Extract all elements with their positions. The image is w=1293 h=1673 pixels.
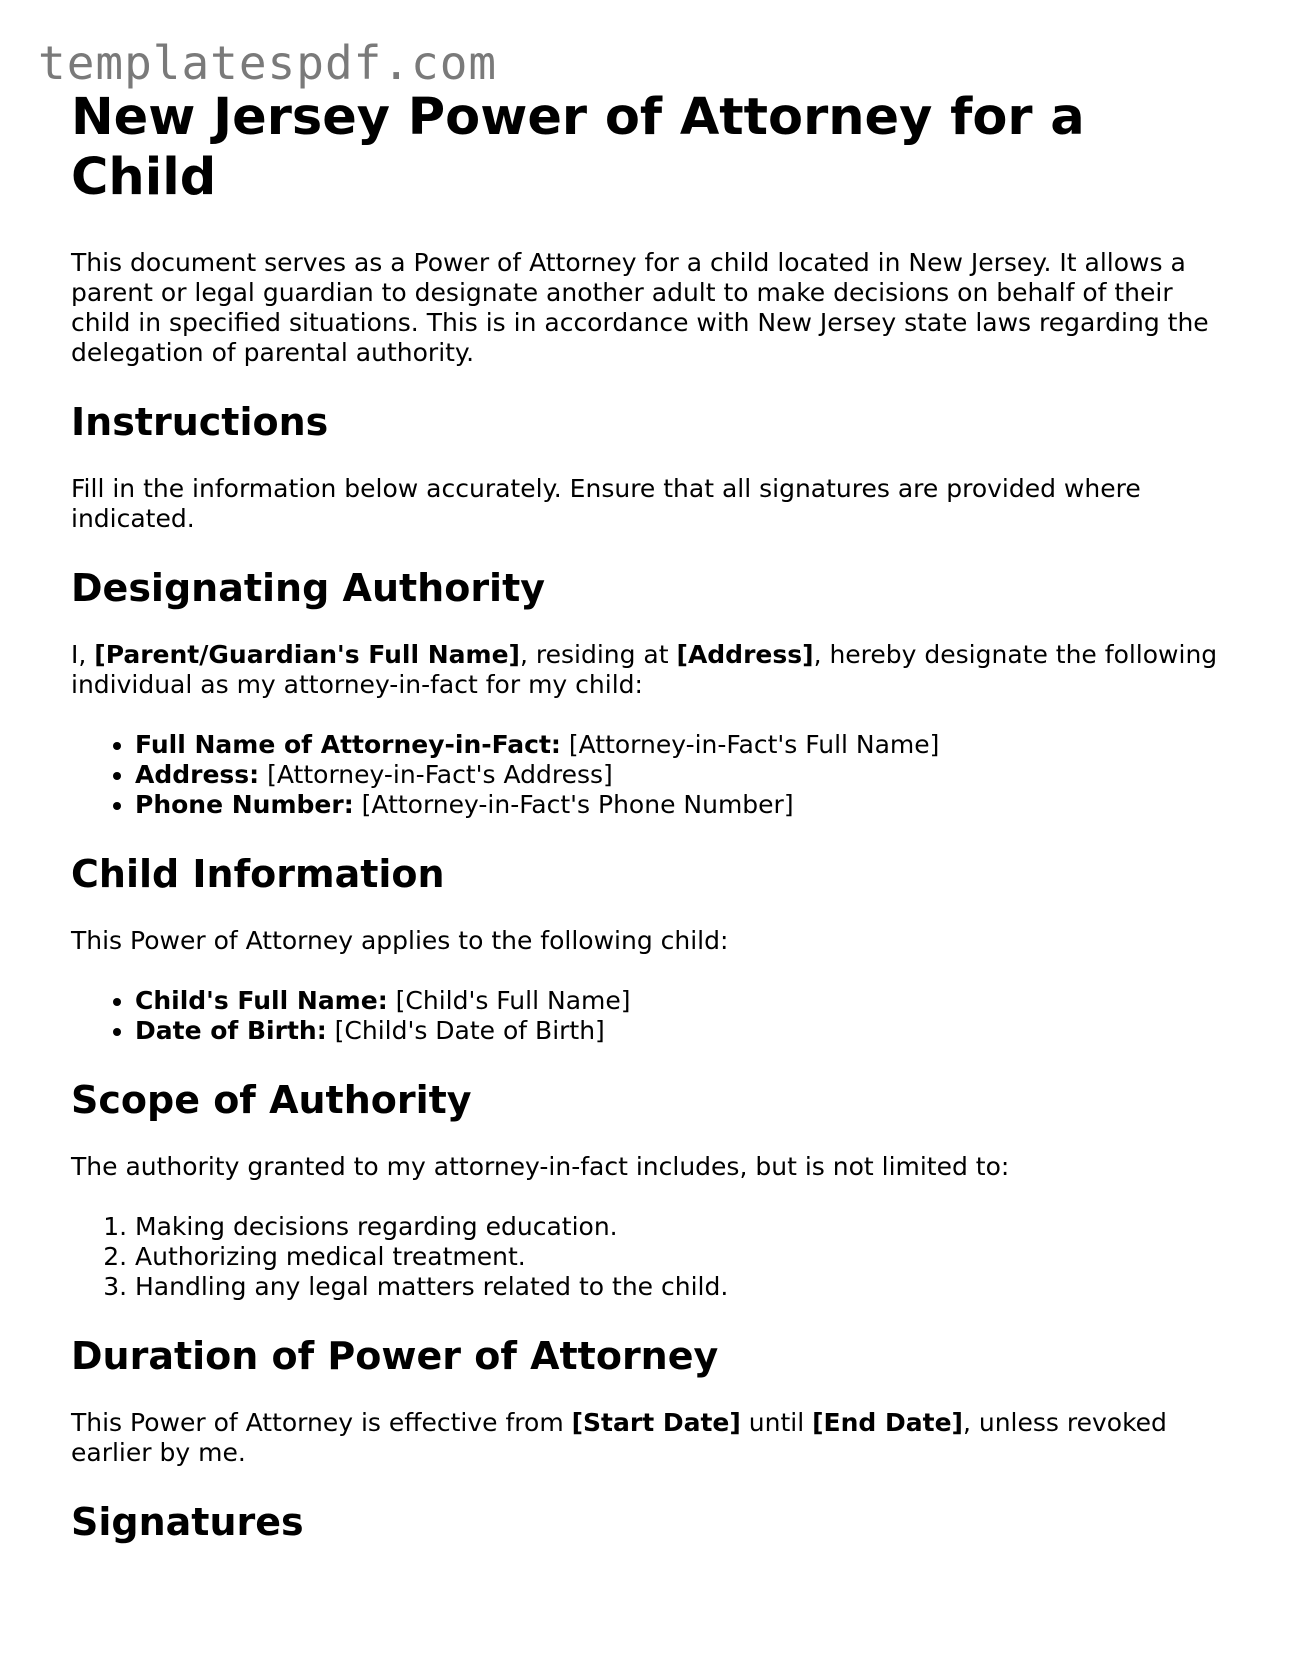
instructions-heading: Instructions <box>71 400 329 444</box>
attorney-name-value: [Attorney-in-Fact's Full Name] <box>560 730 940 759</box>
attorney-address-value: [Attorney-in-Fact's Address] <box>259 760 613 789</box>
designating-prefix: I, <box>71 640 95 669</box>
attorney-name-label: Full Name of Attorney-in-Fact: <box>135 730 561 759</box>
list-item <box>135 1016 1231 1046</box>
page-title: New Jersey Power of Attorney for a Child <box>71 88 1085 207</box>
attorney-address-label: Address: <box>135 760 260 789</box>
list-item: 1. Making decisions regarding education. <box>135 1212 1231 1242</box>
duration-heading: Duration of Power of Attorney <box>71 1334 719 1378</box>
scope-text: The authority granted to my attorney-in-fact includes, but is not limited to: <box>71 1152 1010 1181</box>
attorney-phone-label: Phone Number: <box>135 790 354 819</box>
watermark-text: templatespdf.com <box>38 36 498 90</box>
list-item: 2. Authorizing medical treatment. <box>135 1242 1231 1272</box>
attorney-info-list <box>71 730 1231 820</box>
designating-suffix: , hereby designate the following individual as my attorney-in-fact for my child: <box>71 640 1218 699</box>
list-item <box>135 760 1231 790</box>
child-dob-value: [Child's Date of Birth] <box>326 1016 605 1045</box>
list-item <box>135 730 1231 760</box>
designating-mid: , residing at <box>519 640 677 669</box>
document-body <box>71 88 1231 1574</box>
duration-prefix: This Power of Attorney is effective from <box>71 1408 572 1437</box>
designating-heading: Designating Authority <box>71 566 546 610</box>
list-item: 3. Handling any legal matters related to the child. <box>135 1272 1231 1302</box>
intro-paragraph: This document serves as a Power of Attorney for a child located in New Jersey. It allows a parent or legal guardian to designate another adult to make decisions on behalf of their child in specified situations. This is in accordance with New Jersey state laws regarding the delegation of parental authority. <box>71 248 1209 367</box>
start-date-placeholder: [Start Date] <box>571 1408 741 1437</box>
signatures-heading: Signatures <box>71 1500 304 1544</box>
duration-suffix: , unless revoked earlier by me. <box>71 1408 1167 1467</box>
address-placeholder: [Address] <box>676 640 814 669</box>
child-heading: Child Information <box>71 852 445 896</box>
child-name-label: Child's Full Name: <box>135 986 388 1015</box>
child-text: This Power of Attorney applies to the following child: <box>71 926 729 955</box>
end-date-placeholder: [End Date] <box>812 1408 963 1437</box>
scope-list <box>71 1212 1231 1302</box>
child-name-value: [Child's Full Name] <box>387 986 631 1015</box>
list-item <box>135 790 1231 820</box>
scope-heading: Scope of Authority <box>71 1078 472 1122</box>
child-info-list <box>71 986 1231 1046</box>
attorney-phone-value: [Attorney-in-Fact's Phone Number] <box>353 790 794 819</box>
instructions-text: Fill in the information below accurately. Ensure that all signatures are provided where indicated. <box>71 474 1141 533</box>
duration-text <box>71 1408 1231 1468</box>
child-dob-label: Date of Birth: <box>135 1016 327 1045</box>
list-item <box>135 986 1231 1016</box>
designating-text <box>71 640 1231 700</box>
duration-mid: until <box>740 1408 813 1437</box>
parent-name-placeholder: [Parent/Guardian's Full Name] <box>94 640 520 669</box>
